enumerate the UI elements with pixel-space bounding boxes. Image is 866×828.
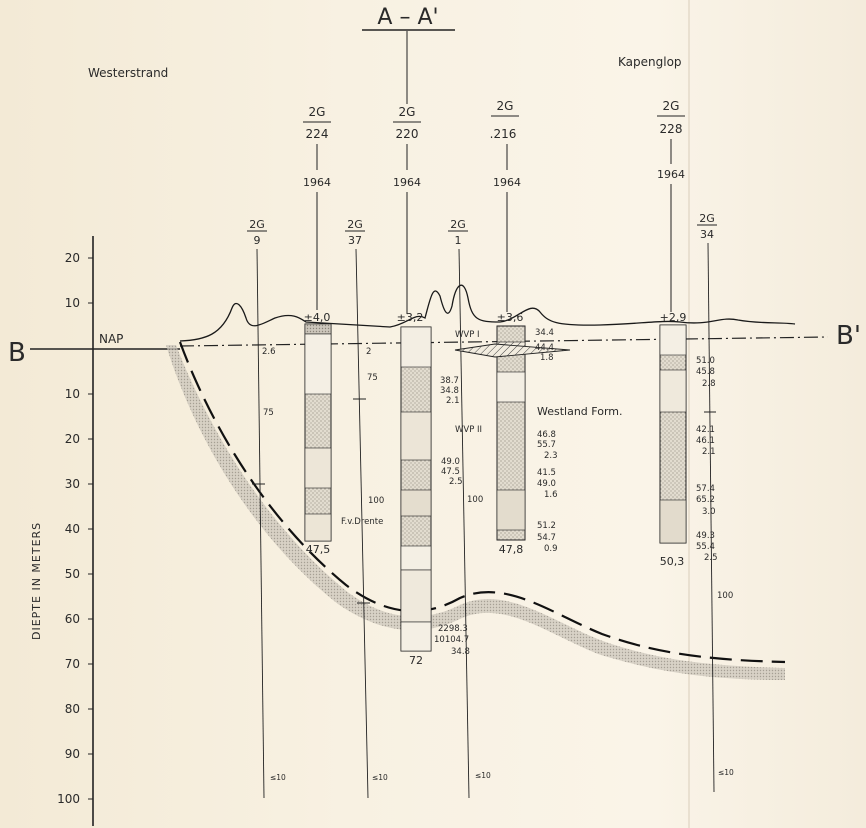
borehole-code: 2G	[662, 99, 680, 113]
y-tick-label: 70	[64, 657, 80, 671]
formation-label-westland: Westland Form.	[537, 405, 623, 418]
sample-value: 2.1	[446, 396, 460, 406]
y-axis-label: DIEPTE IN METERS	[30, 521, 43, 640]
borehole-bottom-depth: 47,5	[305, 543, 331, 556]
sample-value: 55.7	[537, 440, 556, 450]
well-mid-value: 75	[263, 408, 274, 418]
sample-value: 3.0	[702, 507, 716, 517]
well-code: 2G	[347, 218, 363, 231]
well-mid-value: 100	[467, 495, 484, 505]
borehole-number: 228	[659, 122, 683, 136]
sample-value: 49.0	[537, 479, 556, 489]
sample-value: 44.4	[535, 343, 554, 353]
sample-value: 2.3	[544, 451, 558, 461]
borehole-bottom-depth: 47,8	[498, 543, 524, 556]
well-number: 34	[700, 228, 714, 241]
sample-value: 49.0	[441, 457, 460, 467]
borehole-year: 1964	[303, 176, 331, 189]
sample-value: 2298.3	[438, 624, 468, 634]
well-code: 2G	[249, 218, 265, 231]
sample-value: 1.6	[544, 490, 558, 500]
borehole-number: .216	[489, 127, 517, 141]
sample-value: 46.8	[537, 430, 556, 440]
borehole-2G-224	[303, 105, 331, 556]
section-title: A – A'	[377, 5, 439, 30]
formation-label-wvp1: WVP I	[455, 330, 480, 340]
sample-value: 57.4	[696, 484, 715, 494]
well-number: 37	[348, 234, 362, 247]
well-220-mid-value: 100	[368, 496, 385, 506]
sample-value: 51.0	[696, 356, 715, 366]
well-upper-value: 2	[366, 347, 372, 357]
y-tick-label: 80	[64, 702, 80, 716]
sample-value: 2.1	[702, 447, 716, 457]
borehole-2G-220	[393, 31, 470, 667]
sample-value: 55.4	[696, 542, 715, 552]
sample-value: 49.3	[696, 531, 715, 541]
y-tick-label: 20	[64, 251, 80, 265]
sample-value: 1.8	[540, 353, 554, 363]
sample-value: 46.1	[696, 436, 715, 446]
sample-value: 51.2	[537, 521, 556, 531]
y-tick-label: 10	[64, 296, 80, 310]
y-tick-label: 40	[64, 522, 80, 536]
formation-label-wvp2: WVP II	[455, 425, 483, 435]
well-number: 1	[454, 234, 462, 247]
sample-value: 45.8	[696, 367, 715, 377]
well-mid-value: 100	[717, 591, 734, 601]
section-title-block	[362, 5, 455, 30]
well-bottom-value: ≤10	[718, 768, 734, 777]
borehole-top-level: +2,9	[659, 311, 687, 324]
sample-value: 10104.7	[434, 635, 470, 645]
place-label-right: Kapenglop	[618, 55, 682, 69]
sample-value: 34.8	[451, 647, 470, 657]
y-tick-label: 20	[64, 432, 80, 446]
borehole-top-level: ±3,2	[396, 311, 424, 324]
borehole-2G-228	[657, 99, 718, 568]
sample-value: 54.7	[537, 533, 556, 543]
sample-value: 65.2	[696, 495, 715, 505]
borehole-year: 1964	[393, 176, 421, 189]
section-end-left: B	[8, 338, 26, 368]
borehole-bottom-depth: 72	[409, 654, 423, 667]
borehole-number: 224	[305, 127, 329, 141]
section-end-right: B'	[836, 321, 861, 351]
borehole-year: 1964	[657, 168, 685, 181]
sample-value: 38.7	[440, 376, 459, 386]
place-label-left: Westerstrand	[88, 66, 169, 80]
nap-label: NAP	[99, 332, 124, 346]
well-bottom-value: ≤10	[270, 773, 286, 782]
borehole-top-level: ±4,0	[303, 311, 331, 324]
y-tick-label: 100	[57, 792, 80, 806]
borehole-code: 2G	[308, 105, 326, 119]
sample-value: 0.9	[544, 544, 558, 554]
sample-value: 41.5	[537, 468, 556, 478]
sample-value: 2.5	[449, 477, 463, 487]
y-tick-label: 60	[64, 612, 80, 626]
y-tick-label: 90	[64, 747, 80, 761]
borehole-year: 1964	[493, 176, 521, 189]
borehole-top-level: ±3,6	[496, 311, 524, 324]
well-number: 9	[253, 234, 261, 247]
sample-value: 2.8	[702, 379, 716, 389]
sample-value: 34.4	[535, 328, 554, 338]
y-tick-label: 30	[64, 477, 80, 491]
well-mid-value: 75	[367, 373, 378, 383]
y-tick-label: 50	[64, 567, 80, 581]
borehole-number: 220	[395, 127, 419, 141]
ground-surface-profile	[180, 285, 795, 341]
sample-value: 42.1	[696, 425, 715, 435]
well-bottom-value: ≤10	[372, 773, 388, 782]
borehole-bottom-depth: 50,3	[659, 555, 685, 568]
well-upper-value: 2.6	[262, 347, 276, 357]
borehole-code: 2G	[496, 99, 514, 113]
sample-value: 47.5	[441, 467, 460, 477]
well-2G-37	[345, 218, 388, 798]
formation-label-drente: F.v.Drente	[341, 517, 384, 527]
sample-value: 2.5	[704, 553, 718, 563]
borehole-code: 2G	[398, 105, 416, 119]
sample-value: 34.8	[440, 386, 459, 396]
well-code: 2G	[450, 218, 466, 231]
well-bottom-value: ≤10	[475, 771, 491, 780]
y-axis	[30, 236, 93, 826]
y-tick-label: 10	[64, 387, 80, 401]
well-code: 2G	[699, 212, 715, 225]
borehole-2G-216	[455, 99, 570, 556]
